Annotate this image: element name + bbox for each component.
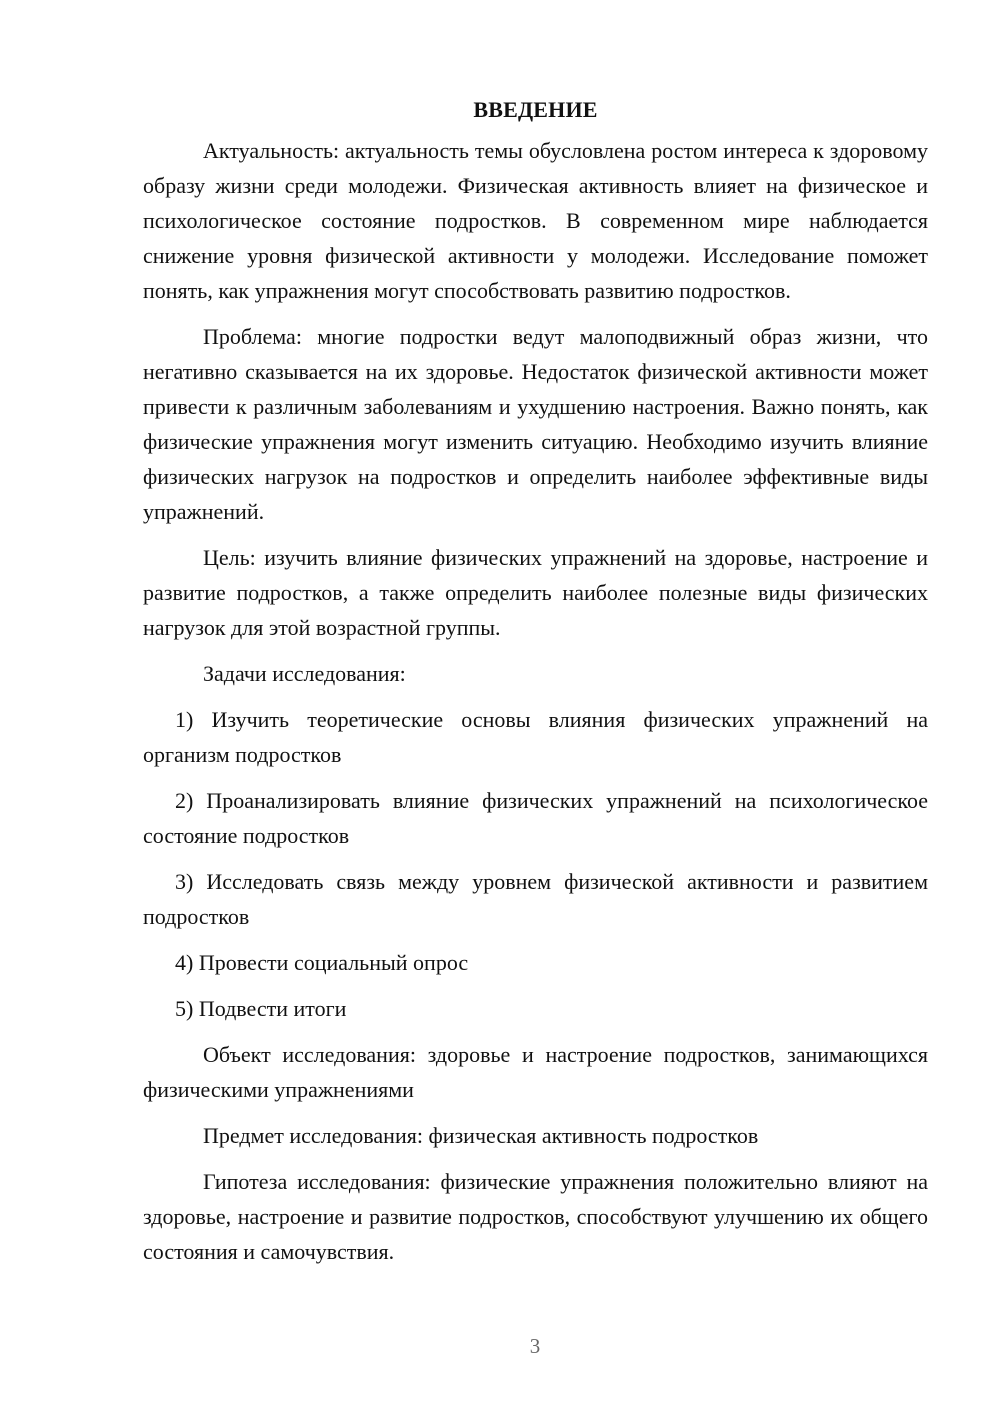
problem-paragraph: Проблема: многие подростки ведут малоподвижный образ жизни, что негативно сказывается на их здоровье. Недостаток физической активности может привести к различным заболеваниям и ухудшению настроения. Важно понять, как физические упражнения могут изменить ситуацию. Необходимо изучить влияние физических нагрузок на подростков и определить наиболее эффективные виды упражнений. (143, 324, 928, 524)
research-subject-paragraph: Предмет исследования: физическая активность подростков (203, 1123, 759, 1148)
task-item-3: 3) Исследовать связь между уровнем физической активности и развитием подростков (143, 869, 928, 929)
task-item-4: 4) Провести социальный опрос (175, 950, 469, 975)
page-number: 3 (529, 1334, 541, 1358)
relevance-paragraph: Актуальность: актуальность темы обусловлена ростом интереса к здоровому образу жизни среди молодежи. Физическая активность влияет на физическое и психологическое состояние подростков. В современном мире наблюдается снижение уровня физической активности у молодежи. Исследование поможет понять, как упражнения могут способствовать развитию подростков. (143, 138, 928, 303)
task-item-5: 5) Подвести итоги (175, 996, 347, 1021)
hypothesis-paragraph: Гипотеза исследования: физические упражнения положительно влияют на здоровье, настроение и развитие подростков, способствуют улучшению их общего состояния и самочувствия. (143, 1169, 928, 1264)
section-title: ВВЕДЕНИЕ (473, 97, 598, 122)
tasks-heading: Задачи исследования: (203, 661, 406, 686)
task-item-1: 1) Изучить теоретические основы влияния физических упражнений на организм подростков (143, 707, 928, 767)
task-item-2: 2) Проанализировать влияние физических упражнений на психологическое состояние подростков (143, 788, 928, 848)
document-body (143, 94, 928, 1280)
research-object-paragraph: Объект исследования: здоровье и настроение подростков, занимающихся физическими упражнениями (143, 1042, 928, 1102)
goal-paragraph: Цель: изучить влияние физических упражнений на здоровье, настроение и развитие подростков, а также определить наиболее полезные виды физических нагрузок для этой возрастной группы. (143, 545, 928, 640)
